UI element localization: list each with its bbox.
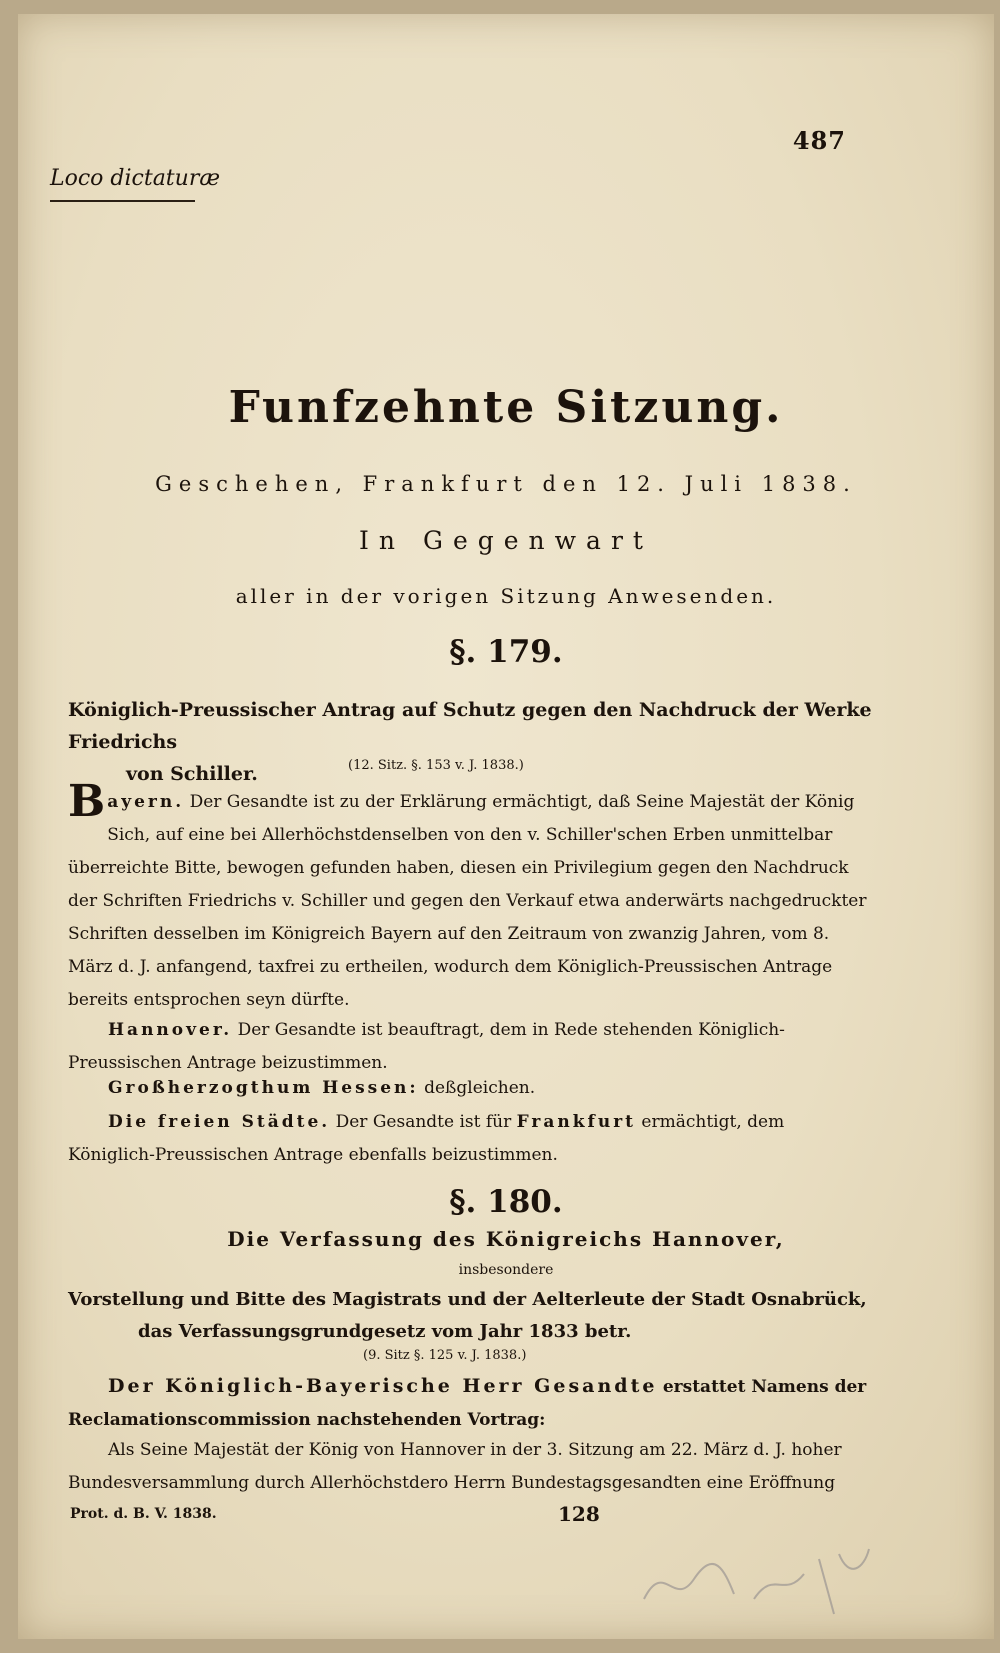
presence-heading: In Gegenwart [359, 526, 653, 555]
staedte-paragraph [68, 1106, 868, 1172]
session-title: Funfzehnte Sitzung. [228, 382, 784, 433]
section-180-intro-b: erstattet Namens der Reclamationscommission nachstehenden Vortrag: [68, 1377, 867, 1430]
hannover-name: Hannover. [108, 1020, 233, 1040]
handwritten-mark [634, 1539, 874, 1619]
section-179-heading-line1: Königlich-Preussischer Antrag auf Schutz gegen den Nachdruck der Werke Friedrichs [68, 699, 872, 753]
session-date: Geschehen, Frankfurt den 12. Juli 1838. [155, 472, 857, 496]
section-180-number: §. 180. [449, 1184, 563, 1220]
bayern-paragraph [68, 776, 868, 1017]
loco-underline [50, 200, 195, 202]
hannover-paragraph [68, 1014, 868, 1080]
footer-protocol: Prot. d. B. V. 1838. [70, 1506, 217, 1522]
hessen-text: deßgleichen. [424, 1078, 536, 1098]
loco-dictaturae-note: Loco dictaturæ [50, 166, 221, 191]
section-180-heading-line3: Vorstellung und Bitte des Magistrats und der Aelterleute der Stadt Osnabrück, [68, 1289, 867, 1310]
section-179-number: §. 179. [449, 634, 563, 670]
section-180-intro-a: Der Königlich-Bayerische Herr Gesandte [108, 1375, 658, 1397]
hessen-name: Großherzogthum Hessen: [108, 1078, 419, 1098]
section-180-reference: (9. Sitz §. 125 v. J. 1838.) [363, 1348, 527, 1363]
hannover-text: Der Gesandte ist beauftragt, dem in Rede stehenden Königlich-Preussischen Antrage beizustimmen. [68, 1020, 785, 1073]
page-number: 487 [792, 126, 846, 155]
staedte-text-a: Der Gesandte ist für [335, 1112, 512, 1132]
section-180-heading-line2: insbesondere [458, 1262, 554, 1278]
section-179-heading-line2: von Schiller. [126, 763, 258, 785]
staedte-frankfurt: Frankfurt [516, 1112, 637, 1132]
section-180-intro [68, 1370, 888, 1437]
attendees-line: aller in der vorigen Sitzung Anwesenden. [235, 584, 777, 608]
document-page [18, 14, 994, 1639]
bayern-text: Der Gesandte ist zu der Erklärung ermächtigt, daß Seine Majestät der König Sich, auf eine bei Allerhöchstdenselben von den v. Schiller'schen Erben unmittelbar überreichte Bitte, bewogen gefunden haben, diesen ein Privilegium gegen den Nachdruck der Schriften Friedrichs v. Schiller und gegen den Verkauf etwa anderwärts nachgedruckter Schriften desselben im Königreich Bayern auf den Zeitraum von zwanzig Jahren, vom 8. März d. J. anfangend, taxfrei zu ertheilen, wodurch dem Königlich-Preussischen Antrage bereits entsprochen seyn dürfte. [68, 792, 867, 1010]
staedte-text-b: ermächtigt, dem Königlich-Preussischen Antrage ebenfalls beizustimmen. [68, 1112, 785, 1165]
section-179-heading [68, 694, 883, 790]
section-180-heading-block [68, 1284, 888, 1348]
bayern-dropcap: B [68, 776, 106, 827]
section-180-paragraph [68, 1434, 888, 1500]
section-179-reference: (12. Sitz. §. 153 v. J. 1838.) [348, 758, 524, 773]
section-180-heading-line4: das Verfassungsgrundgesetz vom Jahr 1833 betr. [138, 1321, 632, 1342]
hessen-paragraph [68, 1072, 868, 1105]
section-180-heading-line1: Die Verfassung des Königreichs Hannover, [227, 1227, 785, 1251]
bayern-name: ayern. [107, 792, 185, 812]
staedte-name: Die freien Städte. [108, 1112, 331, 1132]
section-180-para: Als Seine Majestät der König von Hannover in der 3. Sitzung am 22. März d. J. hoher Bundesversammlung durch Allerhöchstdero Herrn Bundestagsgesandten eine Eröffnung [68, 1440, 842, 1493]
signature-number: 128 [558, 1502, 600, 1526]
